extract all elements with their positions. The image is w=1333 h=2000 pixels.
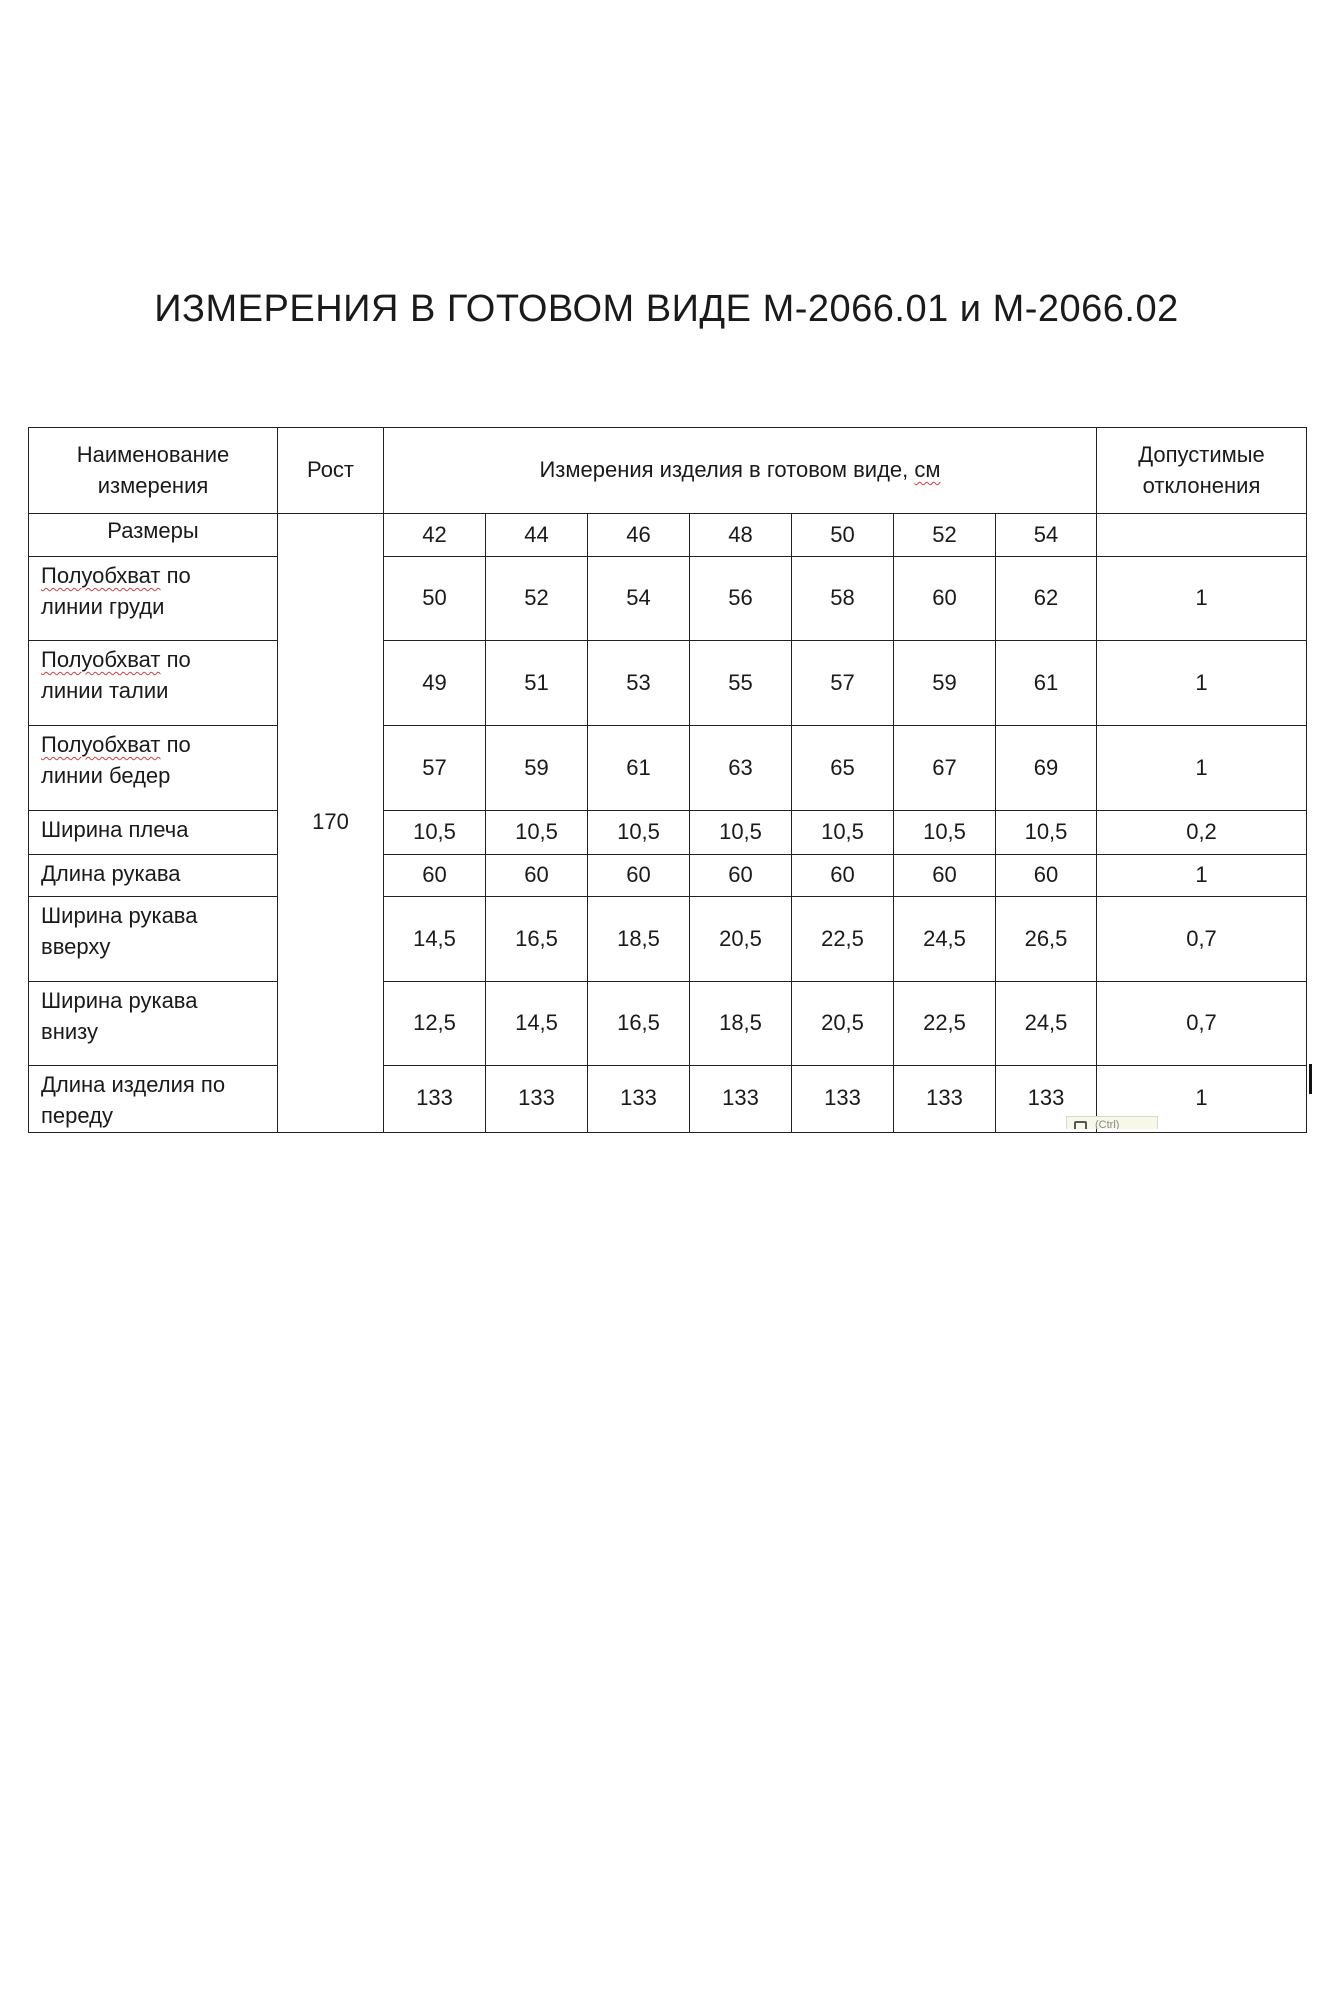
value-cell: 18,5 — [588, 897, 690, 982]
tolerance-cell: 1 — [1097, 726, 1307, 811]
value-cell: 14,5 — [384, 897, 486, 982]
row-name-part: линии груди — [41, 593, 165, 619]
value-cell: 20,5 — [690, 897, 792, 982]
tolerance-cell: 0,7 — [1097, 897, 1307, 982]
row-name-part: по — [160, 732, 191, 757]
row-name-part: Полуобхват — [41, 732, 161, 757]
sizes-label: Размеры — [29, 514, 278, 557]
tolerance-cell: 0,2 — [1097, 811, 1307, 855]
value-cell: 60 — [792, 855, 894, 897]
value-cell: 10,5 — [996, 811, 1097, 855]
table-row — [29, 982, 1307, 1066]
value-cell: 14,5 — [486, 982, 588, 1066]
value-cell: 67 — [894, 726, 996, 811]
clipboard-icon — [1074, 1121, 1087, 1129]
row-name: Длина рукава — [29, 855, 278, 897]
paste-options-button[interactable] — [1066, 1116, 1158, 1129]
value-cell: 69 — [996, 726, 1097, 811]
value-cell: 51 — [486, 641, 588, 726]
header-row — [29, 428, 1307, 514]
value-cell: 133 — [792, 1066, 894, 1133]
size-cell: 46 — [588, 514, 690, 557]
value-cell: 10,5 — [894, 811, 996, 855]
value-cell: 53 — [588, 641, 690, 726]
value-cell: 56 — [690, 557, 792, 641]
row-name-part: Полуобхват — [41, 647, 161, 672]
value-cell: 20,5 — [792, 982, 894, 1066]
size-tolerance-empty — [1097, 514, 1307, 557]
header-measurements-unit: см — [914, 457, 941, 483]
table-row — [29, 897, 1307, 982]
value-cell: 133 — [384, 1066, 486, 1133]
value-cell: 10,5 — [690, 811, 792, 855]
row-name-part: линии талии — [41, 677, 169, 703]
table-row — [29, 726, 1307, 811]
value-cell: 24,5 — [894, 897, 996, 982]
value-cell: 133 — [690, 1066, 792, 1133]
row-name-part: линии бедер — [41, 762, 171, 788]
value-cell: 22,5 — [792, 897, 894, 982]
value-cell: 10,5 — [486, 811, 588, 855]
value-cell: 10,5 — [588, 811, 690, 855]
size-cell: 54 — [996, 514, 1097, 557]
size-cell: 50 — [792, 514, 894, 557]
paste-options-label: (Ctrl) — [1095, 1119, 1120, 1129]
value-cell: 61 — [996, 641, 1097, 726]
value-cell: 10,5 — [792, 811, 894, 855]
table-row — [29, 557, 1307, 641]
row-name: Ширина рукава внизу — [29, 982, 278, 1066]
value-cell: 54 — [588, 557, 690, 641]
row-name — [29, 557, 278, 641]
size-cell: 44 — [486, 514, 588, 557]
text-cursor — [1309, 1064, 1312, 1094]
size-cell: 42 — [384, 514, 486, 557]
value-cell: 24,5 — [996, 982, 1097, 1066]
value-cell: 49 — [384, 641, 486, 726]
header-measurements-prefix: Измерения изделия в готовом виде, — [539, 457, 915, 483]
value-cell: 12,5 — [384, 982, 486, 1066]
row-name: Длина изделия по переду — [29, 1066, 278, 1133]
tolerance-cell: 1 — [1097, 855, 1307, 897]
table-row — [29, 641, 1307, 726]
row-name-part: по — [160, 647, 191, 672]
value-cell: 57 — [384, 726, 486, 811]
value-cell: 26,5 — [996, 897, 1097, 982]
value-cell: 63 — [690, 726, 792, 811]
page-title: ИЗМЕРЕНИЯ В ГОТОВОМ ВИДЕ М-2066.01 и М-2066.02 — [154, 288, 1179, 330]
value-cell: 133 — [894, 1066, 996, 1133]
row-name — [29, 641, 278, 726]
value-cell: 10,5 — [384, 811, 486, 855]
value-cell: 58 — [792, 557, 894, 641]
value-cell: 60 — [996, 855, 1097, 897]
value-cell: 60 — [894, 855, 996, 897]
header-measurements — [384, 428, 1097, 514]
value-cell: 133 — [588, 1066, 690, 1133]
header-height: Рост — [278, 428, 384, 514]
value-cell: 59 — [486, 726, 588, 811]
value-cell: 52 — [486, 557, 588, 641]
value-cell: 55 — [690, 641, 792, 726]
height-value: 170 — [278, 514, 384, 1133]
table-row — [29, 811, 1307, 855]
row-name: Ширина рукава вверху — [29, 897, 278, 982]
row-name-part: по — [160, 563, 191, 588]
header-measurement-name: Наименование измерения — [29, 428, 278, 514]
value-cell: 18,5 — [690, 982, 792, 1066]
value-cell: 50 — [384, 557, 486, 641]
value-cell: 61 — [588, 726, 690, 811]
value-cell: 62 — [996, 557, 1097, 641]
value-cell: 60 — [384, 855, 486, 897]
size-cell: 48 — [690, 514, 792, 557]
tolerance-cell: 0,7 — [1097, 982, 1307, 1066]
table-row — [29, 855, 1307, 897]
value-cell: 16,5 — [588, 982, 690, 1066]
row-name — [29, 726, 278, 811]
value-cell: 60 — [588, 855, 690, 897]
tolerance-cell: 1 — [1097, 641, 1307, 726]
value-cell: 60 — [894, 557, 996, 641]
size-cell: 52 — [894, 514, 996, 557]
value-cell: 16,5 — [486, 897, 588, 982]
value-cell: 133 — [996, 1066, 1097, 1133]
value-cell: 60 — [486, 855, 588, 897]
row-name: Ширина плеча — [29, 811, 278, 855]
header-tolerance: Допустимые отклонения — [1097, 428, 1307, 514]
tolerance-cell: 1 — [1097, 557, 1307, 641]
row-name-part: Полуобхват — [41, 563, 161, 588]
value-cell: 60 — [690, 855, 792, 897]
sizes-row — [29, 514, 1307, 557]
value-cell: 133 — [486, 1066, 588, 1133]
value-cell: 59 — [894, 641, 996, 726]
value-cell: 65 — [792, 726, 894, 811]
measurements-table — [28, 427, 1307, 1133]
value-cell: 22,5 — [894, 982, 996, 1066]
tolerance-cell: 1 — [1097, 1066, 1307, 1133]
value-cell: 57 — [792, 641, 894, 726]
